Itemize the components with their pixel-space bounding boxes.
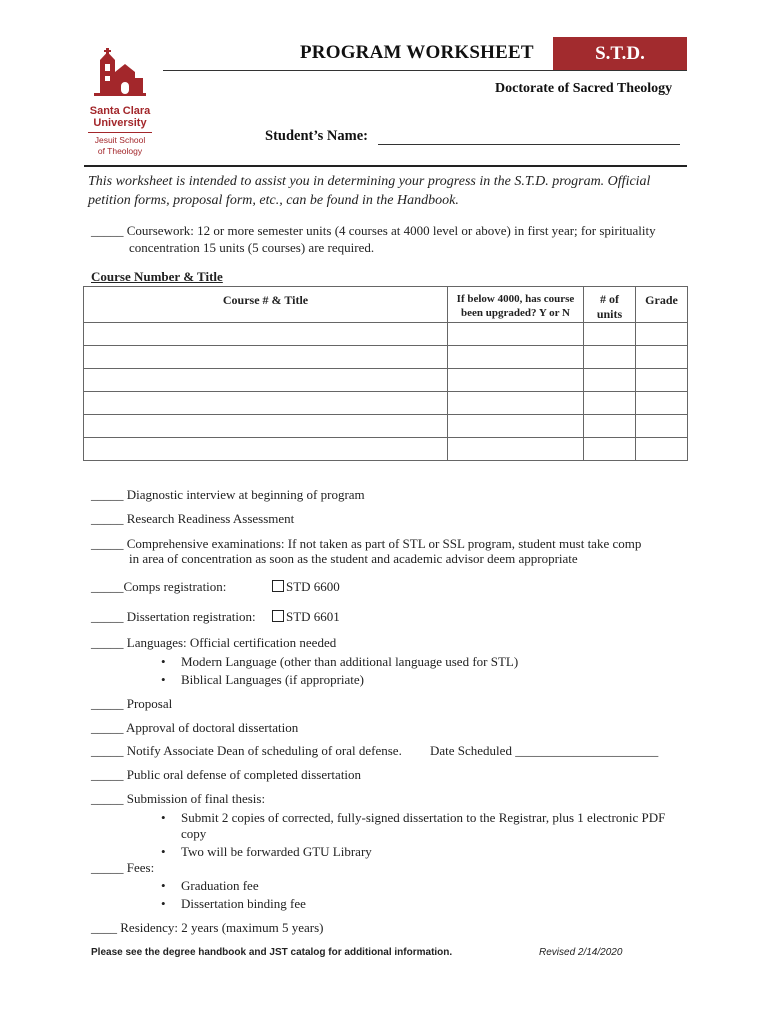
header-upgraded: If below 4000, has course been upgraded? Y or N: [448, 287, 584, 323]
title-underline: [163, 70, 687, 71]
program-subtitle: Doctorate of Sacred Theology: [495, 81, 673, 96]
header-units: # of units: [584, 287, 636, 323]
grade-cell[interactable]: [636, 369, 688, 392]
course-cell[interactable]: [84, 369, 448, 392]
comps-code: STD 6600: [286, 579, 340, 594]
course-cell[interactable]: [84, 346, 448, 369]
upgraded-cell[interactable]: [448, 438, 584, 461]
submission-bullet-1: • Submit 2 copies of corrected, fully-signed dissertation to the Registrar, plus 1 electronic PDF: [181, 809, 665, 826]
upgraded-cell[interactable]: [448, 369, 584, 392]
header-rule: [84, 165, 687, 167]
units-cell[interactable]: [584, 392, 636, 415]
comps-option[interactable]: [272, 578, 340, 595]
table-row: [84, 392, 688, 415]
table-row: [84, 369, 688, 392]
submission-bullet-2: • Two will be forwarded GTU Library: [181, 843, 372, 860]
page-title: PROGRAM WORKSHEET: [300, 42, 534, 63]
upgraded-cell[interactable]: [448, 415, 584, 438]
comps-item-line-2: in area of concentration as soon as the student and academic advisor deem appropriate: [129, 551, 578, 566]
course-cell[interactable]: [84, 415, 448, 438]
units-cell[interactable]: [584, 369, 636, 392]
course-table: [83, 286, 688, 461]
languages-item: _____ Languages: Official certification needed: [91, 635, 337, 650]
footer-note: Please see the degree handbook and JST catalog for additional information.: [91, 947, 453, 958]
dissertation-code: STD 6601: [286, 609, 340, 624]
coursework-line-2: concentration 15 units (5 courses) are required.: [129, 240, 375, 255]
revised-date: Revised 2/14/2020: [539, 947, 623, 958]
date-scheduled-field[interactable]: Date Scheduled ______________________: [430, 743, 659, 758]
logo-school-line-1: Jesuit School: [94, 135, 146, 145]
submission-item: _____ Submission of final thesis:: [91, 791, 266, 806]
units-cell[interactable]: [584, 438, 636, 461]
course-cell[interactable]: [84, 438, 448, 461]
fee-bullet-binding: • Dissertation binding fee: [181, 895, 306, 912]
grade-cell[interactable]: [636, 415, 688, 438]
course-section-title: Course Number & Title: [91, 269, 223, 284]
fees-item: _____ Fees:: [91, 860, 155, 875]
units-cell[interactable]: [584, 415, 636, 438]
table-row: [84, 346, 688, 369]
fee-bullet-graduation: • Graduation fee: [181, 877, 259, 894]
proposal-item: _____ Proposal: [91, 696, 173, 711]
units-cell[interactable]: [584, 323, 636, 346]
grade-cell[interactable]: [636, 438, 688, 461]
comps-checkbox[interactable]: [272, 580, 284, 592]
grade-cell[interactable]: [636, 346, 688, 369]
approval-item: _____ Approval of doctoral dissertation: [91, 720, 299, 735]
comps-item-line-1: _____ Comprehensive examinations: If not taken as part of STL or SSL program, student must take comp: [91, 536, 642, 551]
grade-cell[interactable]: [636, 323, 688, 346]
grade-cell[interactable]: [636, 392, 688, 415]
course-table-header: [84, 287, 688, 323]
header-grade: Grade: [636, 287, 688, 323]
student-name-label: Student’s Name:: [265, 128, 368, 144]
header-course: Course # & Title: [84, 287, 448, 323]
logo-university-line-2: University: [93, 117, 147, 129]
diagnostic-item: _____ Diagnostic interview at beginning of program: [91, 487, 365, 502]
program-badge: S.T.D.: [553, 37, 687, 70]
intro-text: This worksheet is intended to assist you in determining your progress in the S.T.D. program. Official petition forms, proposal form, etc., can be found in the Handbook.: [88, 174, 651, 208]
comps-registration: _____Comps registration:: [91, 579, 227, 594]
submission-bullet-1-cont: copy: [181, 826, 207, 841]
defense-item: _____ Public oral defense of completed dissertation: [91, 767, 362, 782]
table-row: [84, 415, 688, 438]
upgraded-cell[interactable]: [448, 392, 584, 415]
upgraded-cell[interactable]: [448, 323, 584, 346]
dissertation-registration: _____ Dissertation registration:: [91, 609, 256, 624]
student-name-field[interactable]: [378, 144, 680, 145]
logo: [88, 46, 152, 158]
course-cell[interactable]: [84, 392, 448, 415]
mission-church-icon: [88, 46, 152, 98]
dissertation-option[interactable]: [272, 608, 340, 625]
notify-item: _____ Notify Associate Dean of scheduling of oral defense.: [91, 743, 402, 758]
dissertation-checkbox[interactable]: [272, 610, 284, 622]
logo-university-line-1: Santa Clara: [89, 105, 151, 117]
course-cell[interactable]: [84, 323, 448, 346]
residency-item: ____ Residency: 2 years (maximum 5 years): [91, 920, 324, 935]
upgraded-cell[interactable]: [448, 346, 584, 369]
units-cell[interactable]: [584, 346, 636, 369]
table-row: [84, 323, 688, 346]
logo-divider: [88, 132, 152, 133]
table-row: [84, 438, 688, 461]
research-item: _____ Research Readiness Assessment: [91, 511, 295, 526]
coursework-line-1: _____ Coursework: 12 or more semester units (4 courses at 4000 level or above) in first year; for spirituality: [91, 223, 656, 238]
language-bullet-biblical: • Biblical Languages (if appropriate): [181, 671, 364, 688]
logo-school-line-2: of Theology: [97, 146, 143, 156]
language-bullet-modern: • Modern Language (other than additional language used for STL): [181, 653, 518, 670]
